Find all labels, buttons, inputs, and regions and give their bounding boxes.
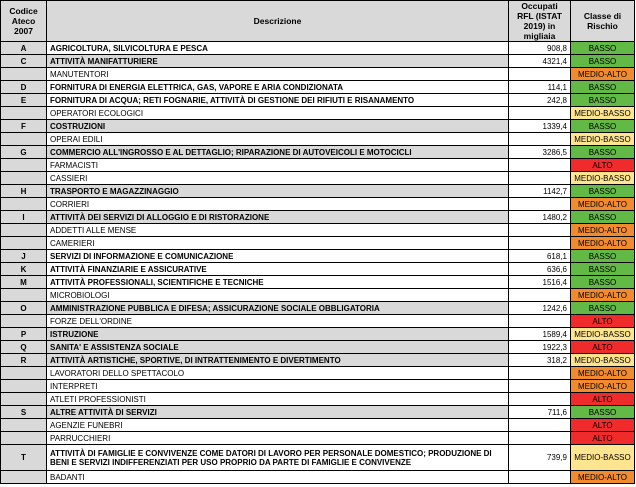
- ateco-code-cell: S: [1, 406, 47, 419]
- description-cell: BADANTI: [47, 471, 509, 484]
- risk-class-cell: MEDIO-ALTO: [571, 289, 635, 302]
- risk-class-cell: MEDIO-BASSO: [571, 328, 635, 341]
- employed-cell: 1922,3: [509, 341, 571, 354]
- risk-class-cell: BASSO: [571, 81, 635, 94]
- risk-class-cell: BASSO: [571, 406, 635, 419]
- description-cell: LAVORATORI DELLO SPETTACOLO: [47, 367, 509, 380]
- employed-cell: [509, 133, 571, 146]
- ateco-code-cell: P: [1, 328, 47, 341]
- table-row: [1, 224, 635, 237]
- ateco-code-cell: [1, 432, 47, 445]
- ateco-code-cell: K: [1, 263, 47, 276]
- employed-cell: 1242,6: [509, 302, 571, 315]
- risk-class-cell: MEDIO-BASSO: [571, 172, 635, 185]
- table-row: [1, 263, 635, 276]
- risk-class-cell: MEDIO-BASSO: [571, 133, 635, 146]
- ateco-code-cell: [1, 419, 47, 432]
- table-row: [1, 380, 635, 393]
- ateco-code-cell: [1, 471, 47, 484]
- risk-class-cell: BASSO: [571, 250, 635, 263]
- employed-cell: [509, 289, 571, 302]
- ateco-code-cell: [1, 198, 47, 211]
- table-row: [1, 315, 635, 328]
- description-cell: ATTIVITÀ ARTISTICHE, SPORTIVE, DI INTRATTENIMENTO E DIVERTIMENTO: [47, 354, 509, 367]
- table-row: [1, 133, 635, 146]
- description-cell: OPERAI EDILI: [47, 133, 509, 146]
- employed-cell: 1589,4: [509, 328, 571, 341]
- ateco-code-cell: F: [1, 120, 47, 133]
- table-row: [1, 250, 635, 263]
- table-row: [1, 276, 635, 289]
- risk-class-cell: ALTO: [571, 159, 635, 172]
- description-cell: ATTIVITÀ MANIFATTURIERE: [47, 55, 509, 68]
- table-row: [1, 185, 635, 198]
- description-cell: CORRIERI: [47, 198, 509, 211]
- table-row: [1, 42, 635, 55]
- employed-cell: 4321,4: [509, 55, 571, 68]
- employed-cell: [509, 224, 571, 237]
- header-risk: Classe di Rischio: [571, 1, 635, 42]
- ateco-code-cell: O: [1, 302, 47, 315]
- risk-class-cell: BASSO: [571, 146, 635, 159]
- table-row: [1, 419, 635, 432]
- table-row: [1, 393, 635, 406]
- employed-cell: 1516,4: [509, 276, 571, 289]
- ateco-code-cell: Q: [1, 341, 47, 354]
- ateco-code-cell: D: [1, 81, 47, 94]
- table-row: [1, 81, 635, 94]
- ateco-code-cell: I: [1, 211, 47, 224]
- employed-cell: 242,8: [509, 94, 571, 107]
- description-cell: FORZE DELL'ORDINE: [47, 315, 509, 328]
- employed-cell: [509, 107, 571, 120]
- ateco-code-cell: [1, 133, 47, 146]
- employed-cell: [509, 393, 571, 406]
- ateco-code-cell: G: [1, 146, 47, 159]
- table-row: [1, 237, 635, 250]
- description-cell: FORNITURA DI ACQUA; RETI FOGNARIE, ATTIVITÀ DI GESTIONE DEI RIFIUTI E RISANAMENTO: [47, 94, 509, 107]
- table-row: [1, 94, 635, 107]
- header-employed: Occupati RFL (ISTAT 2019) in migliaia: [509, 1, 571, 42]
- employed-cell: 618,1: [509, 250, 571, 263]
- description-cell: CAMERIERI: [47, 237, 509, 250]
- risk-class-cell: MEDIO-ALTO: [571, 198, 635, 211]
- risk-class-cell: ALTO: [571, 432, 635, 445]
- header-code: Codice Ateco 2007: [1, 1, 47, 42]
- description-cell: OPERATORI ECOLOGICI: [47, 107, 509, 120]
- description-cell: COMMERCIO ALL'INGROSSO E AL DETTAGLIO; RIPARAZIONE DI AUTOVEICOLI E MOTOCICLI: [47, 146, 509, 159]
- employed-cell: 908,8: [509, 42, 571, 55]
- employed-cell: [509, 380, 571, 393]
- description-cell: COSTRUZIONI: [47, 120, 509, 133]
- description-cell: FARMACISTI: [47, 159, 509, 172]
- risk-class-cell: BASSO: [571, 185, 635, 198]
- ateco-code-cell: [1, 107, 47, 120]
- ateco-code-cell: H: [1, 185, 47, 198]
- ateco-code-cell: T: [1, 445, 47, 471]
- table-row: [1, 68, 635, 81]
- table-row: [1, 341, 635, 354]
- description-cell: ATLETI PROFESSIONISTI: [47, 393, 509, 406]
- description-cell: PARRUCCHIERI: [47, 432, 509, 445]
- ateco-code-cell: [1, 159, 47, 172]
- table-row: [1, 445, 635, 471]
- table-row: [1, 159, 635, 172]
- ateco-code-cell: [1, 380, 47, 393]
- header-description: Descrizione: [47, 1, 509, 42]
- description-cell: ADDETTI ALLE MENSE: [47, 224, 509, 237]
- description-cell: AGENZIE FUNEBRI: [47, 419, 509, 432]
- employed-cell: [509, 237, 571, 250]
- ateco-code-cell: [1, 367, 47, 380]
- risk-class-cell: BASSO: [571, 302, 635, 315]
- ateco-code-cell: R: [1, 354, 47, 367]
- description-cell: SANITA' E ASSISTENZA SOCIALE: [47, 341, 509, 354]
- description-cell: TRASPORTO E MAGAZZINAGGIO: [47, 185, 509, 198]
- risk-class-cell: BASSO: [571, 94, 635, 107]
- description-cell: CASSIERI: [47, 172, 509, 185]
- employed-cell: 1142,7: [509, 185, 571, 198]
- risk-class-cell: ALTO: [571, 341, 635, 354]
- risk-class-cell: MEDIO-BASSO: [571, 354, 635, 367]
- risk-class-cell: MEDIO-ALTO: [571, 380, 635, 393]
- risk-class-cell: MEDIO-ALTO: [571, 237, 635, 250]
- employed-cell: [509, 198, 571, 211]
- description-cell: ISTRUZIONE: [47, 328, 509, 341]
- employed-cell: [509, 68, 571, 81]
- risk-class-cell: BASSO: [571, 263, 635, 276]
- risk-class-cell: MEDIO-ALTO: [571, 367, 635, 380]
- description-cell: ATTIVITÀ FINANZIARIE E ASSICURATIVE: [47, 263, 509, 276]
- employed-cell: 114,1: [509, 81, 571, 94]
- risk-class-cell: MEDIO-BASSO: [571, 445, 635, 471]
- risk-class-cell: BASSO: [571, 42, 635, 55]
- risk-class-cell: ALTO: [571, 315, 635, 328]
- description-cell: INTERPRETI: [47, 380, 509, 393]
- table-row: [1, 289, 635, 302]
- description-cell: FORNITURA DI ENERGIA ELETTRICA, GAS, VAPORE E ARIA CONDIZIONATA: [47, 81, 509, 94]
- table-row: [1, 367, 635, 380]
- employed-cell: 739,9: [509, 445, 571, 471]
- employed-cell: [509, 432, 571, 445]
- employed-cell: [509, 159, 571, 172]
- description-cell: ATTIVITÀ PROFESSIONALI, SCIENTIFICHE E TECNICHE: [47, 276, 509, 289]
- employed-cell: [509, 315, 571, 328]
- employed-cell: 636,6: [509, 263, 571, 276]
- description-cell: MANUTENTORI: [47, 68, 509, 81]
- ateco-code-cell: [1, 237, 47, 250]
- table-body: [1, 42, 635, 484]
- risk-class-cell: MEDIO-ALTO: [571, 471, 635, 484]
- risk-class-cell: MEDIO-ALTO: [571, 224, 635, 237]
- risk-class-cell: BASSO: [571, 211, 635, 224]
- employed-cell: [509, 367, 571, 380]
- table-row: [1, 302, 635, 315]
- ateco-code-cell: [1, 393, 47, 406]
- table-row: [1, 406, 635, 419]
- description-cell: SERVIZI DI INFORMAZIONE E COMUNICAZIONE: [47, 250, 509, 263]
- table-row: [1, 211, 635, 224]
- table-row: [1, 55, 635, 68]
- ateco-code-cell: A: [1, 42, 47, 55]
- description-cell: ALTRE ATTIVITÀ DI SERVIZI: [47, 406, 509, 419]
- ateco-code-cell: [1, 172, 47, 185]
- employed-cell: [509, 419, 571, 432]
- employed-cell: 711,6: [509, 406, 571, 419]
- table-row: [1, 471, 635, 484]
- ateco-code-cell: E: [1, 94, 47, 107]
- risk-class-cell: MEDIO-ALTO: [571, 68, 635, 81]
- ateco-code-cell: [1, 68, 47, 81]
- table-row: [1, 120, 635, 133]
- table-row: [1, 354, 635, 367]
- header-row: [1, 1, 635, 42]
- description-cell: AGRICOLTURA, SILVICOLTURA E PESCA: [47, 42, 509, 55]
- risk-class-cell: MEDIO-BASSO: [571, 107, 635, 120]
- ateco-code-cell: J: [1, 250, 47, 263]
- risk-class-cell: BASSO: [571, 55, 635, 68]
- table-row: [1, 432, 635, 445]
- employed-cell: 1339,4: [509, 120, 571, 133]
- description-cell: AMMINISTRAZIONE PUBBLICA E DIFESA; ASSICURAZIONE SOCIALE OBBLIGATORIA: [47, 302, 509, 315]
- ateco-code-cell: [1, 315, 47, 328]
- description-cell: ATTIVITÀ DI FAMIGLIE E CONVIVENZE COME DATORI DI LAVORO PER PERSONALE DOMESTICO; PRODUZIONE DI BENI E SERVIZI INDIFFERENZIATI PER USO PROPRIO DA PARTE DI FAMIGLIE E CONVIVENZE: [47, 445, 509, 471]
- description-cell: ATTIVITÀ DEI SERVIZI DI ALLOGGIO E DI RISTORAZIONE: [47, 211, 509, 224]
- description-cell: MICROBIOLOGI: [47, 289, 509, 302]
- ateco-code-cell: [1, 224, 47, 237]
- table-row: [1, 172, 635, 185]
- employed-cell: 1480,2: [509, 211, 571, 224]
- employed-cell: 318,2: [509, 354, 571, 367]
- table-row: [1, 146, 635, 159]
- ateco-code-cell: M: [1, 276, 47, 289]
- table-row: [1, 107, 635, 120]
- ateco-code-cell: C: [1, 55, 47, 68]
- employed-cell: [509, 471, 571, 484]
- table-row: [1, 328, 635, 341]
- employed-cell: 3286,5: [509, 146, 571, 159]
- risk-class-cell: BASSO: [571, 276, 635, 289]
- table-row: [1, 198, 635, 211]
- employed-cell: [509, 172, 571, 185]
- risk-class-cell: BASSO: [571, 120, 635, 133]
- ateco-code-cell: [1, 289, 47, 302]
- risk-class-cell: ALTO: [571, 393, 635, 406]
- risk-class-cell: ALTO: [571, 419, 635, 432]
